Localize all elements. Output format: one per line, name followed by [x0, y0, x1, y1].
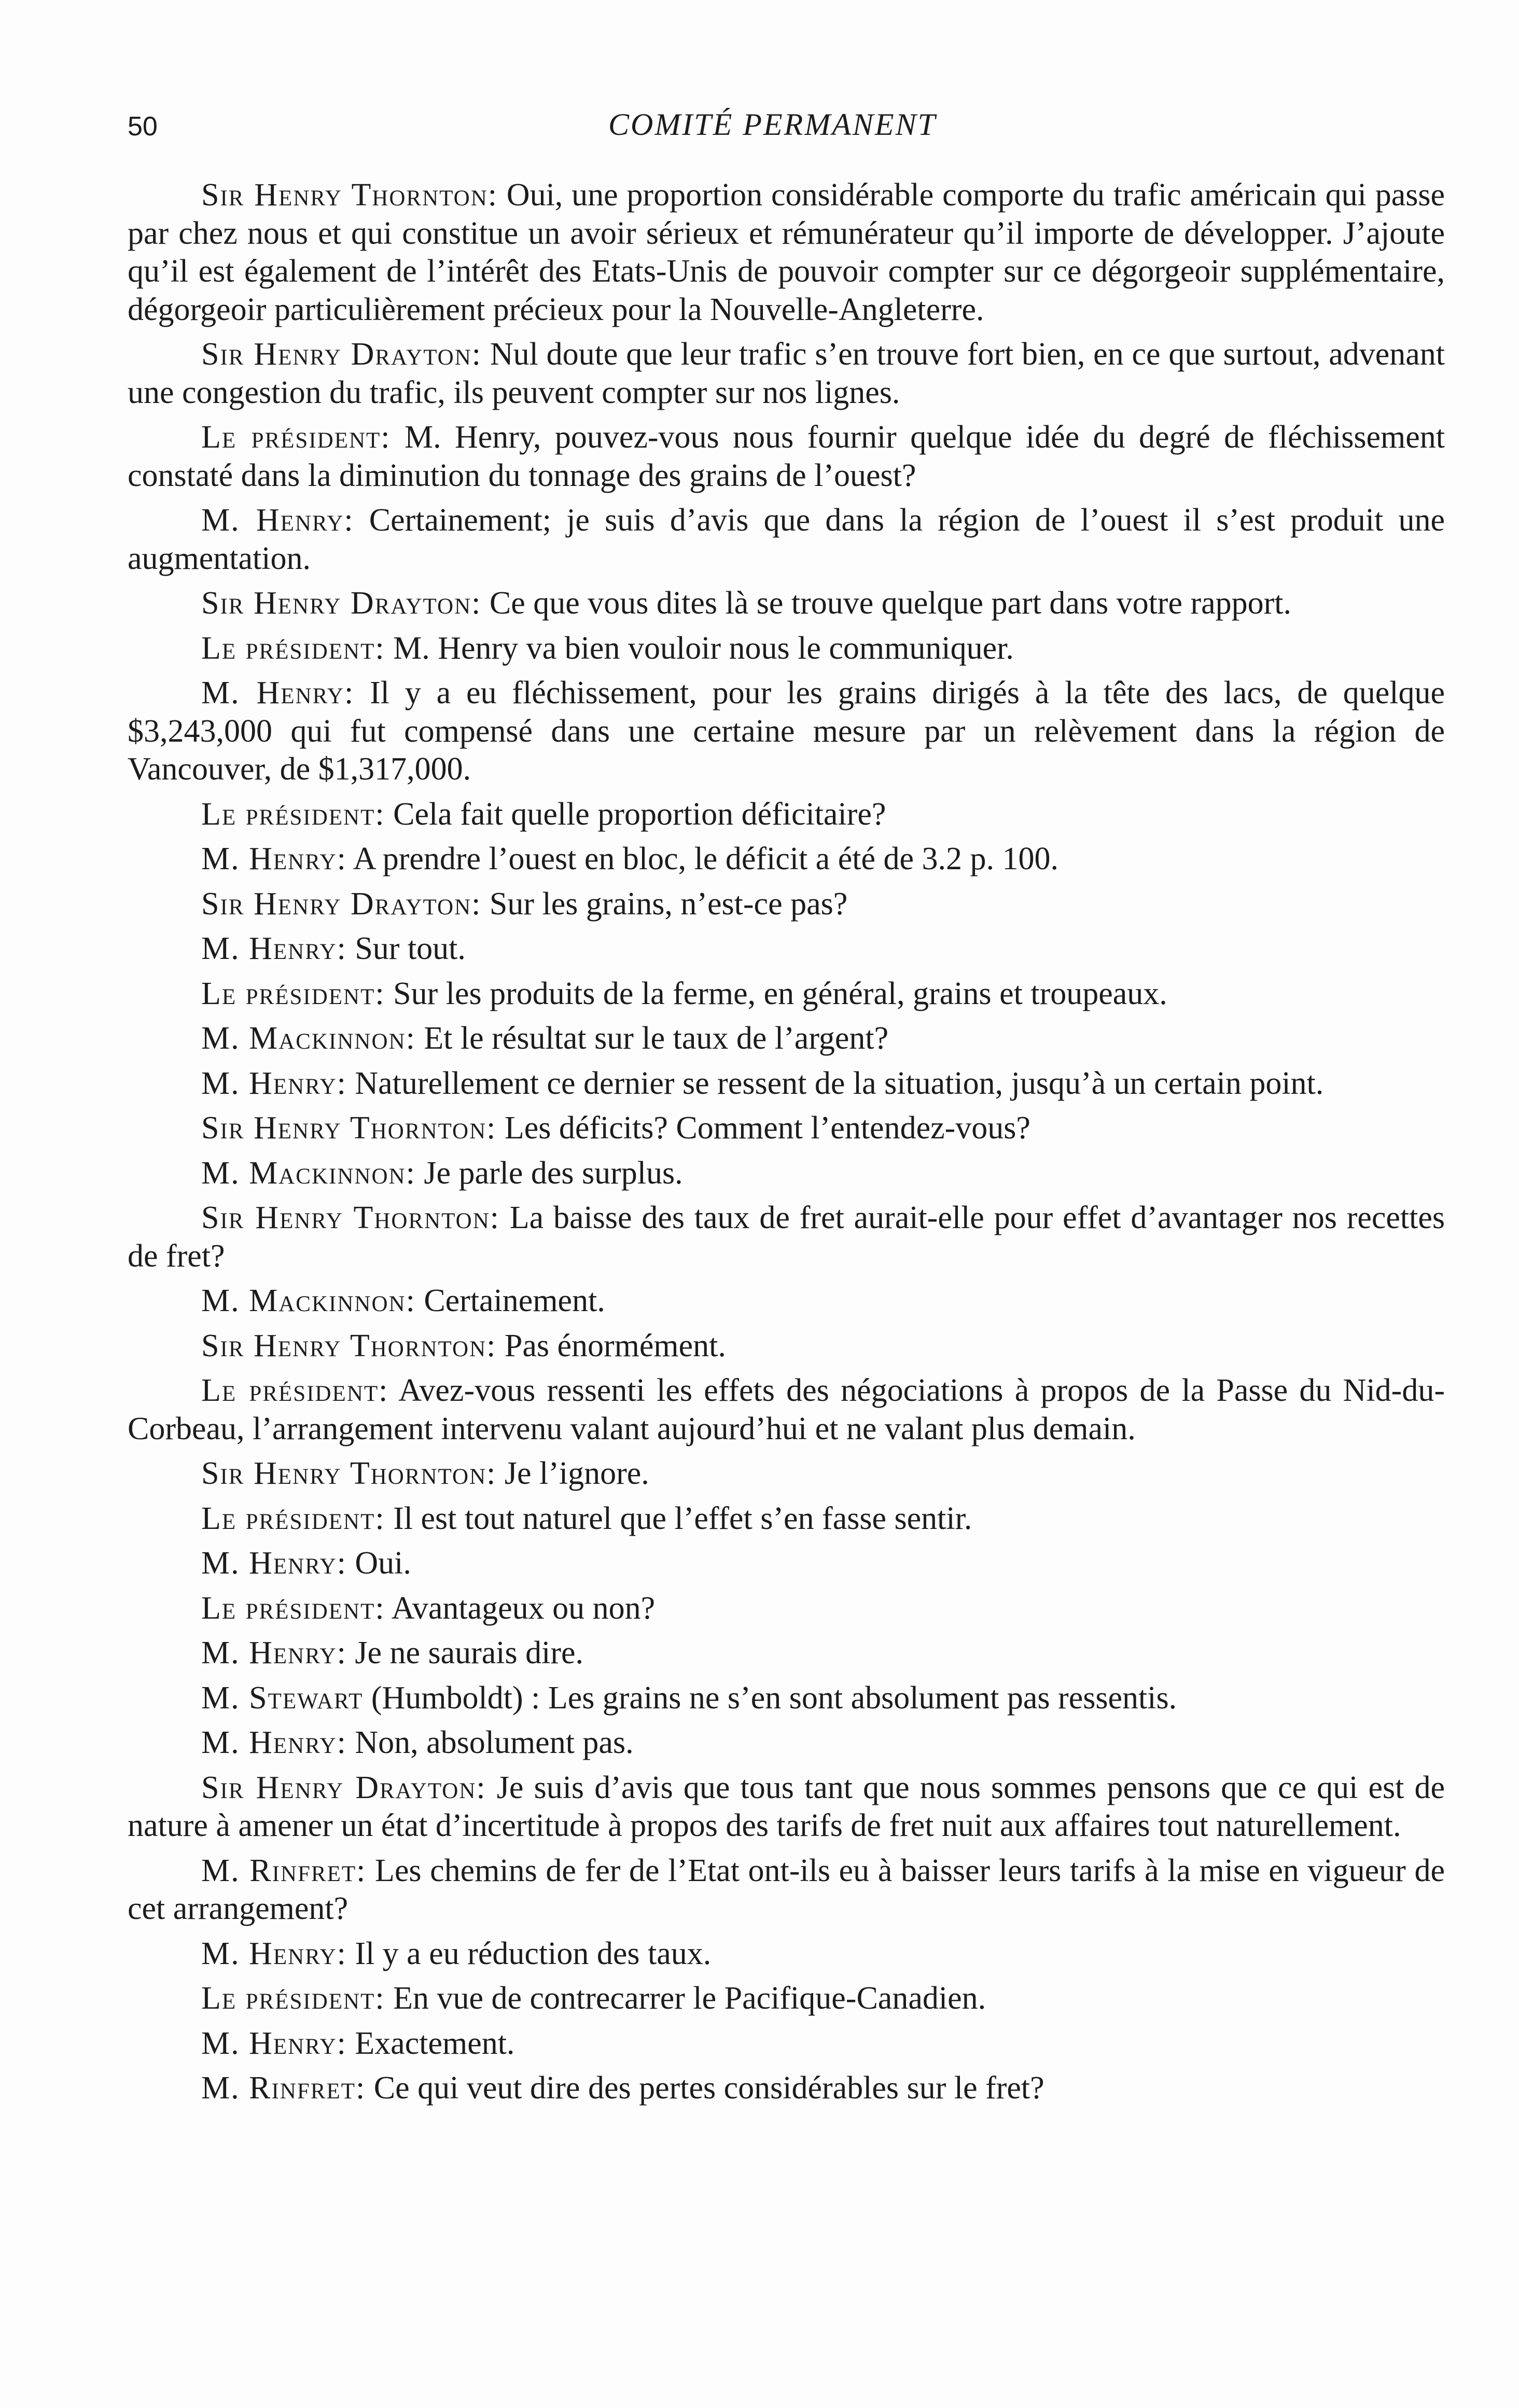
speaker-name: Le président: — [201, 976, 385, 1011]
dialogue-paragraph — [128, 1199, 1445, 1275]
page-number: 50 — [128, 112, 158, 142]
statement-text: Il y a eu réduction des taux. — [346, 1936, 712, 1971]
speaker-name: M. Stewart — [201, 1680, 364, 1716]
speaker-name: Sir Henry Drayton: — [201, 337, 482, 372]
statement-text: Avantageux ou non? — [385, 1590, 656, 1626]
speaker-name: Le président: — [201, 796, 385, 832]
dialogue-paragraph — [128, 1109, 1445, 1148]
statement-text: Il est tout naturel que l’effet s’en fasse sentir. — [385, 1500, 972, 1536]
dialogue-paragraph — [128, 1935, 1445, 1973]
speaker-name: M. Henry: — [201, 931, 347, 966]
speaker-name: Sir Henry Drayton: — [201, 586, 482, 621]
dialogue-paragraph — [128, 1679, 1445, 1718]
dialogue-paragraph — [128, 674, 1445, 789]
speaker-name: Le président: — [201, 630, 385, 666]
speaker-name: Sir Henry Thornton: — [201, 177, 498, 213]
dialogue-paragraph — [128, 1980, 1445, 2018]
dialogue-paragraph — [128, 1372, 1445, 1448]
dialogue-paragraph — [128, 885, 1445, 924]
speaker-name: Sir Henry Drayton: — [201, 1770, 486, 1805]
speaker-name: M. Henry: — [201, 675, 355, 711]
dialogue-paragraph — [128, 1544, 1445, 1583]
dialogue-paragraph — [128, 1154, 1445, 1193]
speaker-name: M. Mackinnon: — [201, 1021, 416, 1056]
dialogue-paragraph — [128, 1769, 1445, 1845]
speaker-name: Sir Henry Drayton: — [201, 886, 482, 922]
dialogue-paragraph — [128, 1500, 1445, 1538]
statement-text: A prendre l’ouest en bloc, le déficit a été de 3.2 p. 100. — [346, 841, 1058, 876]
speaker-name: M. Henry: — [201, 1936, 347, 1971]
statement-text: En vue de contrecarrer le Pacifique-Canadien. — [385, 1981, 986, 2016]
speaker-name: M. Henry: — [201, 841, 347, 876]
statement-text: Cela fait quelle proportion déficitaire? — [385, 796, 886, 832]
statement-text: Je ne saurais dire. — [346, 1635, 584, 1671]
statement-text: M. Henry, pouvez-vous nous fournir quelque idée du degré de fléchissement constaté dans la diminution du tonnage des grains de l’ouest? — [128, 420, 1445, 493]
speaker-name: M. Mackinnon: — [201, 1283, 416, 1318]
speaker-name: M. Rinfret: — [201, 1853, 367, 1888]
statement-text: Certainement. — [415, 1283, 605, 1318]
dialogue-paragraph — [128, 1634, 1445, 1673]
dialogue-paragraph — [128, 930, 1445, 968]
dialogue-paragraph — [128, 419, 1445, 495]
speaker-name: Le président: — [201, 1590, 385, 1626]
speaker-name: Sir Henry Thornton: — [201, 1110, 497, 1146]
statement-text: La baisse des taux de fret aurait-elle pour effet d’avantager nos recettes de fret? — [128, 1200, 1445, 1274]
dialogue-paragraph — [128, 630, 1445, 668]
dialogue-paragraph — [128, 584, 1445, 623]
speaker-name: M. Henry: — [201, 1725, 347, 1760]
running-title: COMITÉ PERMANENT — [608, 107, 937, 142]
page-header — [128, 107, 1417, 143]
statement-text: Pas énormément. — [496, 1328, 726, 1363]
statement-text: Ce que vous dites là se trouve quelque part dans votre rapport. — [481, 586, 1291, 621]
dialogue-paragraph — [128, 796, 1445, 834]
dialogue-paragraph — [128, 1020, 1445, 1058]
dialogue-paragraph — [128, 2069, 1445, 2108]
statement-text: Les chemins de fer de l’Etat ont-ils eu à baisser leurs tarifs à la mise en vigueur de cet arrangement? — [128, 1853, 1445, 1926]
statement-text: Ce qui veut dire des pertes considérables sur le fret? — [366, 2070, 1044, 2106]
statement-text: Je l’ignore. — [496, 1456, 649, 1491]
statement-text: Et le résultat sur le taux de l’argent? — [415, 1021, 889, 1056]
transcript-body — [128, 176, 1445, 2114]
speaker-name: Le président: — [201, 420, 391, 455]
statement-text: Les déficits? Comment l’entendez-vous? — [496, 1110, 1030, 1146]
statement-text: Nul doute que leur trafic s’en trouve fort bien, en ce que surtout, advenant une congestion du trafic, ils peuvent compter sur nos lignes. — [128, 337, 1445, 410]
statement-text: (Humboldt) : Les grains ne s’en sont absolument pas ressentis. — [363, 1680, 1177, 1716]
speaker-name: Le président: — [201, 1981, 385, 2016]
speaker-name: M. Henry: — [201, 2025, 347, 2061]
statement-text: Je parle des surplus. — [415, 1155, 683, 1191]
dialogue-paragraph — [128, 1327, 1445, 1366]
statement-text: Exactement. — [346, 2025, 515, 2061]
dialogue-paragraph — [128, 975, 1445, 1013]
statement-text: Oui, une proportion considérable comporte du trafic américain qui passe par chez nous et qui constitue un avoir sérieux et rémunérateur qu’il importe de développer. J’ajoute qu’il est également de l’intérêt des Etats-Unis de pouvoir compter sur ce dégorgeoir supplémentaire, dégorgeoir particulièrement précieux pour la Nouvelle-Angleterre. — [128, 177, 1445, 327]
dialogue-paragraph — [128, 1724, 1445, 1762]
speaker-name: M. Mackinnon: — [201, 1155, 416, 1191]
dialogue-paragraph — [128, 1455, 1445, 1493]
speaker-name: Le président: — [201, 1373, 389, 1408]
statement-text: Oui. — [346, 1546, 411, 1581]
statement-text: Sur les grains, n’est-ce pas? — [481, 886, 848, 922]
dialogue-paragraph — [128, 2025, 1445, 2063]
dialogue-paragraph — [128, 176, 1445, 329]
dialogue-paragraph — [128, 1590, 1445, 1628]
speaker-name: M. Henry: — [201, 1546, 347, 1581]
statement-text: Certainement; je suis d’avis que dans la région de l’ouest il s’est produit une augmentation. — [128, 503, 1445, 576]
statement-text: Il y a eu fléchissement, pour les grains dirigés à la tête des lacs, de quelque $3,243,000 qui fut compensé dans une certaine mesure par un relèvement dans la région de Vancouver, de $1,317,000. — [128, 675, 1445, 787]
speaker-name: Le président: — [201, 1500, 385, 1536]
statement-text: Sur les produits de la ferme, en général, grains et troupeaux. — [385, 976, 1167, 1011]
statement-text: Non, absolument pas. — [346, 1725, 634, 1760]
statement-text: Je suis d’avis que tous tant que nous sommes pensons que ce qui est de nature à amener un état d’incertitude à propos des tarifs de fret nuit aux affaires tout naturellement. — [128, 1770, 1445, 1843]
dialogue-paragraph — [128, 1852, 1445, 1928]
dialogue-paragraph — [128, 336, 1445, 412]
statement-text: Sur tout. — [346, 931, 466, 966]
speaker-name: M. Henry: — [201, 1065, 347, 1101]
dialogue-paragraph — [128, 502, 1445, 578]
dialogue-paragraph — [128, 840, 1445, 879]
speaker-name: Sir Henry Thornton: — [201, 1200, 500, 1235]
speaker-name: M. Henry: — [201, 503, 354, 538]
statement-text: Naturellement ce dernier se ressent de la situation, jusqu’à un certain point. — [346, 1065, 1324, 1101]
speaker-name: Sir Henry Thornton: — [201, 1328, 497, 1363]
speaker-name: Sir Henry Thornton: — [201, 1456, 497, 1491]
dialogue-paragraph — [128, 1282, 1445, 1320]
statement-text: Avez-vous ressenti les effets des négociations à propos de la Passe du Nid-du-Corbeau, l’arrangement intervenu valant aujourd’hui et ne valant plus demain. — [128, 1373, 1445, 1446]
speaker-name: M. Henry: — [201, 1635, 347, 1671]
speaker-name: M. Rinfret: — [201, 2070, 366, 2106]
statement-text: M. Henry va bien vouloir nous le communiquer. — [385, 630, 1014, 666]
dialogue-paragraph — [128, 1065, 1445, 1103]
